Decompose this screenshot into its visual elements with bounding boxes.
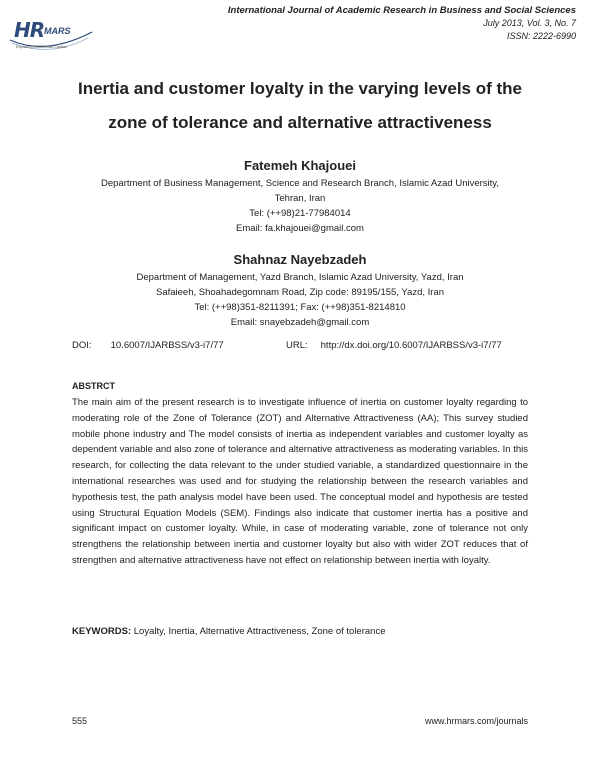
logo-suffix-text: MARS [44, 26, 71, 36]
author-email: Email: snayebzadeh@gmail.com [230, 317, 370, 328]
doi-label: DOI: [72, 340, 92, 351]
author-phone: Tel: (++98)21-77984014 [249, 208, 351, 219]
paper-title-line: Inertia and customer loyalty in the varying levels of the [77, 79, 523, 98]
doi-value[interactable]: 10.6007/IJARBSS/v3-i7/77 [110, 340, 224, 351]
logo-main-text: HR [14, 18, 45, 42]
author-name: Shahnaz Nayebzadeh [233, 252, 367, 267]
journal-issue: July 2013, Vol. 3, No. 7 [483, 18, 576, 28]
author-email: Email: fa.khajouei@gmail.com [236, 223, 364, 234]
keywords-label: KEYWORDS: [72, 626, 132, 637]
author-affiliation: Department of Business Management, Science and Research Branch, Islamic Azad University, [101, 178, 499, 189]
identifier-row [72, 340, 532, 351]
keywords-text: Loyalty, Inertia, Alternative Attractiveness, Zone of tolerance [133, 626, 386, 637]
paper-title-line: zone of tolerance and alternative attractiveness [108, 113, 492, 132]
url-group [286, 340, 502, 351]
paper-title [40, 72, 560, 140]
logo-tagline: Exploring Intellectual Capital [16, 44, 67, 49]
author-block [40, 250, 560, 330]
publisher-logo [6, 12, 96, 56]
author-city: Tehran, Iran [274, 193, 326, 204]
author-phone: Tel: (++98)351-8211391; Fax: (++98)351-8214810 [194, 302, 406, 313]
journal-title: International Journal of Academic Research in Business and Social Sciences [227, 5, 576, 16]
page-number: 555 [72, 716, 88, 726]
abstract-body: The main aim of the present research is to investigate influence of inertia on customer loyalty regarding to moderating role of the Zone of Tolerance (ZOT) and Alternative Attractiveness (AA); This survey studied mobile phone industry and The model consists of inertia as independent variables and customer loyalty as dependent variable and also zone of tolerance and alternative attractiveness as moderating variables. In this research, for collecting the data relevant to the under studied variable, a standardized questionnaire in the international researches was used and for studying the relationship between the research variables and hypothesis test, the path analysis model have been used. The conceptual model and hypothesis are tested using Structural Equation Models (SEM). Findings also indicate that customer inertia has a positive and significant impact on customer loyalty. While, in case of moderating variable, zone of tolerance not only strengthens the relationship between inertia and customer loyalty but also with wider ZOT reduces that of strengthen and alternative attractiveness have not effect on relationship between inertia with loyalty. [72, 397, 528, 566]
url-link[interactable]: http://dx.doi.org/10.6007/IJARBSS/v3-i7/77 [320, 340, 502, 351]
journal-header [228, 4, 576, 43]
author-affiliation: Department of Management, Yazd Branch, Islamic Azad University, Yazd, Iran [136, 272, 464, 283]
abstract-heading: ABSTRCT [72, 381, 115, 391]
footer-website-link[interactable]: www.hrmars.com/journals [424, 716, 528, 726]
author-block [40, 156, 560, 236]
author-address: Safaieeh, Shoahadegomnam Road, Zip code: 89195/155, Yazd, Iran [155, 287, 445, 298]
keywords-line [72, 626, 528, 637]
author-name: Fatemeh Khajouei [244, 158, 356, 173]
url-label: URL: [286, 340, 308, 351]
journal-issn: ISSN: 2222-6990 [506, 31, 576, 41]
